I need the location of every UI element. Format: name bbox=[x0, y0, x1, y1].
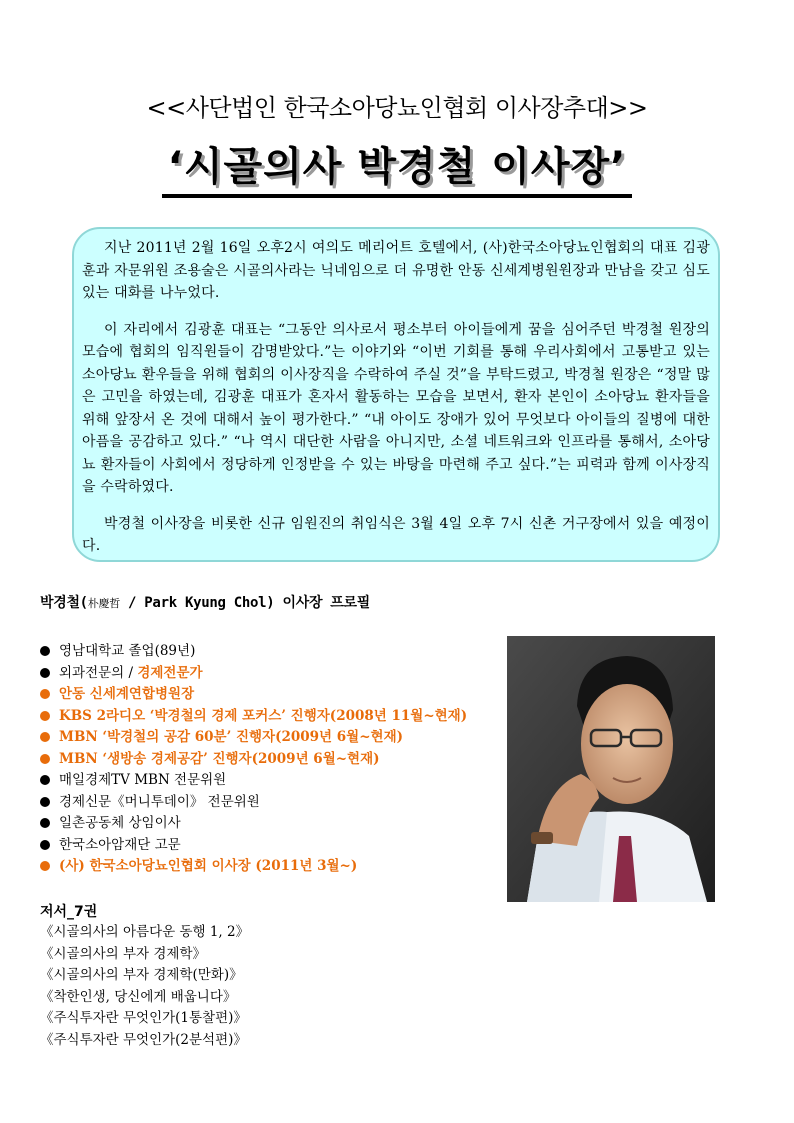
profile-item-text: MBN ‘박경철의 공감 60분’ 진행자(2009년 6월~현재) bbox=[59, 729, 404, 745]
profile-item-text: (사) 한국소아당뇨인협회 이사장 (2011년 3월~) bbox=[59, 858, 358, 874]
bullet-icon bbox=[40, 689, 50, 699]
summary-paragraph-3: 박경철 이사장을 비롯한 신규 임원진의 취임식은 3월 4일 오후 7시 신촌 거구장에서 있을 예정이다. bbox=[82, 515, 710, 554]
profile-item-text: KBS 2라디오 ‘박경철의 경제 포커스’ 진행자(2008년 11월~현재) bbox=[59, 707, 468, 724]
profile-item-text: 일촌공동체 상임이사 bbox=[59, 815, 181, 831]
summary-paragraph-2: 이 자리에서 김광훈 대표는 “그동안 의사로서 평소부터 아이들에게 꿈을 심어주던 박경철 원장의 모습에 협회의 임직원들이 감명받았다.”는 이야기와 “이번 기회를 통해 우리사회에서 고통받고 있는 소아당뇨 환우들을 위해 협회의 이사장직을 수락하여 주실 것”을 부탁드렸고, 박경철 원장은 “정말 많은 고민을 하였는데, 김광훈 대표가 혼자서 활동하는 모습을 보면서, 환자 본인이 소아당뇨 환자들을 위해 앞장서 온 것에 대해서 높이 평가한다.” “내 아이도 장애가 있어 무엇보다 아이들의 질병에 대한 아픔을 공감하고 있다.” “나 역시 대단한 사람을 아니지만, 소셜 네트워크와 인프라를 통해서, 소아당뇨 환자들이 사회에서 정당하게 인정받을 수 있는 바탕을 마련해 주고 싶다.”는 피력과 함께 이사장직을 수락하였다. bbox=[82, 321, 710, 495]
bullet-icon bbox=[40, 711, 50, 721]
profile-heading bbox=[40, 592, 370, 612]
book-item: 《시골의사의 부자 경제학(만화)》 bbox=[40, 967, 243, 983]
book-item: 《착한인생, 당신에게 배웁니다》 bbox=[40, 988, 237, 1005]
book-item: 《주식투자란 무엇인가(2분석편)》 bbox=[40, 1031, 247, 1048]
profile-item-highlighted bbox=[40, 727, 467, 749]
portrait-illustration bbox=[507, 636, 715, 902]
summary-paragraph-1: 지난 2011년 2월 16일 오후2시 여의도 메리어트 호텔에서, (사)한국소아당뇨인협회의 대표 김광훈과 자문위원 조용술은 시골의사라는 닉네임으로 더 유명한 안동 신세계병원원장과 만남을 갖고 심도 있는 대화를 나누었다. bbox=[82, 240, 710, 301]
profile-heading-hanja: 朴慶哲 bbox=[87, 597, 120, 610]
profile-heading-rest: / Park Kyung Chol) 이사장 프로필 bbox=[119, 595, 370, 611]
profile-item-text: 영남대학교 졸업(89년) bbox=[59, 643, 196, 659]
bullet-icon bbox=[40, 754, 50, 764]
profile-item bbox=[40, 663, 467, 685]
bullet-icon bbox=[40, 818, 50, 828]
profile-item bbox=[40, 641, 467, 663]
bullet-icon bbox=[40, 646, 50, 656]
profile-item bbox=[40, 813, 467, 835]
document-subtitle: <<사단법인 한국소아당뇨인협회 이사장추대>> bbox=[146, 94, 648, 122]
profile-item-highlighted bbox=[40, 856, 467, 878]
profile-item-text: 경제신문《머니투데이》 전문위원 bbox=[59, 793, 260, 810]
profile-item bbox=[40, 792, 467, 814]
book-item: 《시골의사의 부자 경제학》 bbox=[40, 945, 206, 962]
profile-item-highlighted bbox=[40, 706, 467, 728]
profile-item-text: 안동 신세계연합병원장 bbox=[59, 686, 195, 702]
profile-item-text: MBN ‘생방송 경제공감’ 진행자(2009년 6월~현재) bbox=[59, 750, 380, 767]
bullet-icon bbox=[40, 797, 50, 807]
bullet-icon bbox=[40, 840, 50, 850]
profile-heading-name: 박경철( bbox=[40, 595, 88, 611]
profile-item-text: 한국소아암재단 고문 bbox=[59, 836, 181, 853]
books-heading: 저서_7권 bbox=[40, 904, 98, 920]
bullet-icon bbox=[40, 775, 50, 785]
book-item: 《주식투자란 무엇인가(1통찰편)》 bbox=[40, 1010, 247, 1026]
profile-item-highlighted bbox=[40, 749, 467, 771]
profile-item-text: 외과전문의 / bbox=[59, 664, 138, 681]
profile-item-highlighted bbox=[40, 684, 467, 706]
bullet-icon bbox=[40, 861, 50, 871]
bullet-icon bbox=[40, 732, 50, 742]
profile-item-accent: 경제전문가 bbox=[137, 664, 203, 681]
profile-item bbox=[40, 770, 467, 792]
profile-list bbox=[40, 641, 467, 878]
document-title: ‘시골의사 박경철 이사장’ bbox=[162, 135, 633, 198]
profile-item bbox=[40, 835, 467, 857]
profile-item-text: 매일경제TV MBN 전문위원 bbox=[59, 772, 227, 788]
books-list bbox=[40, 922, 249, 1051]
portrait-photo bbox=[507, 636, 715, 902]
summary-box bbox=[72, 227, 720, 562]
bullet-icon bbox=[40, 668, 50, 678]
book-item: 《시골의사의 아름다운 동행 1, 2》 bbox=[40, 924, 250, 940]
document-title-wrap bbox=[0, 135, 794, 198]
